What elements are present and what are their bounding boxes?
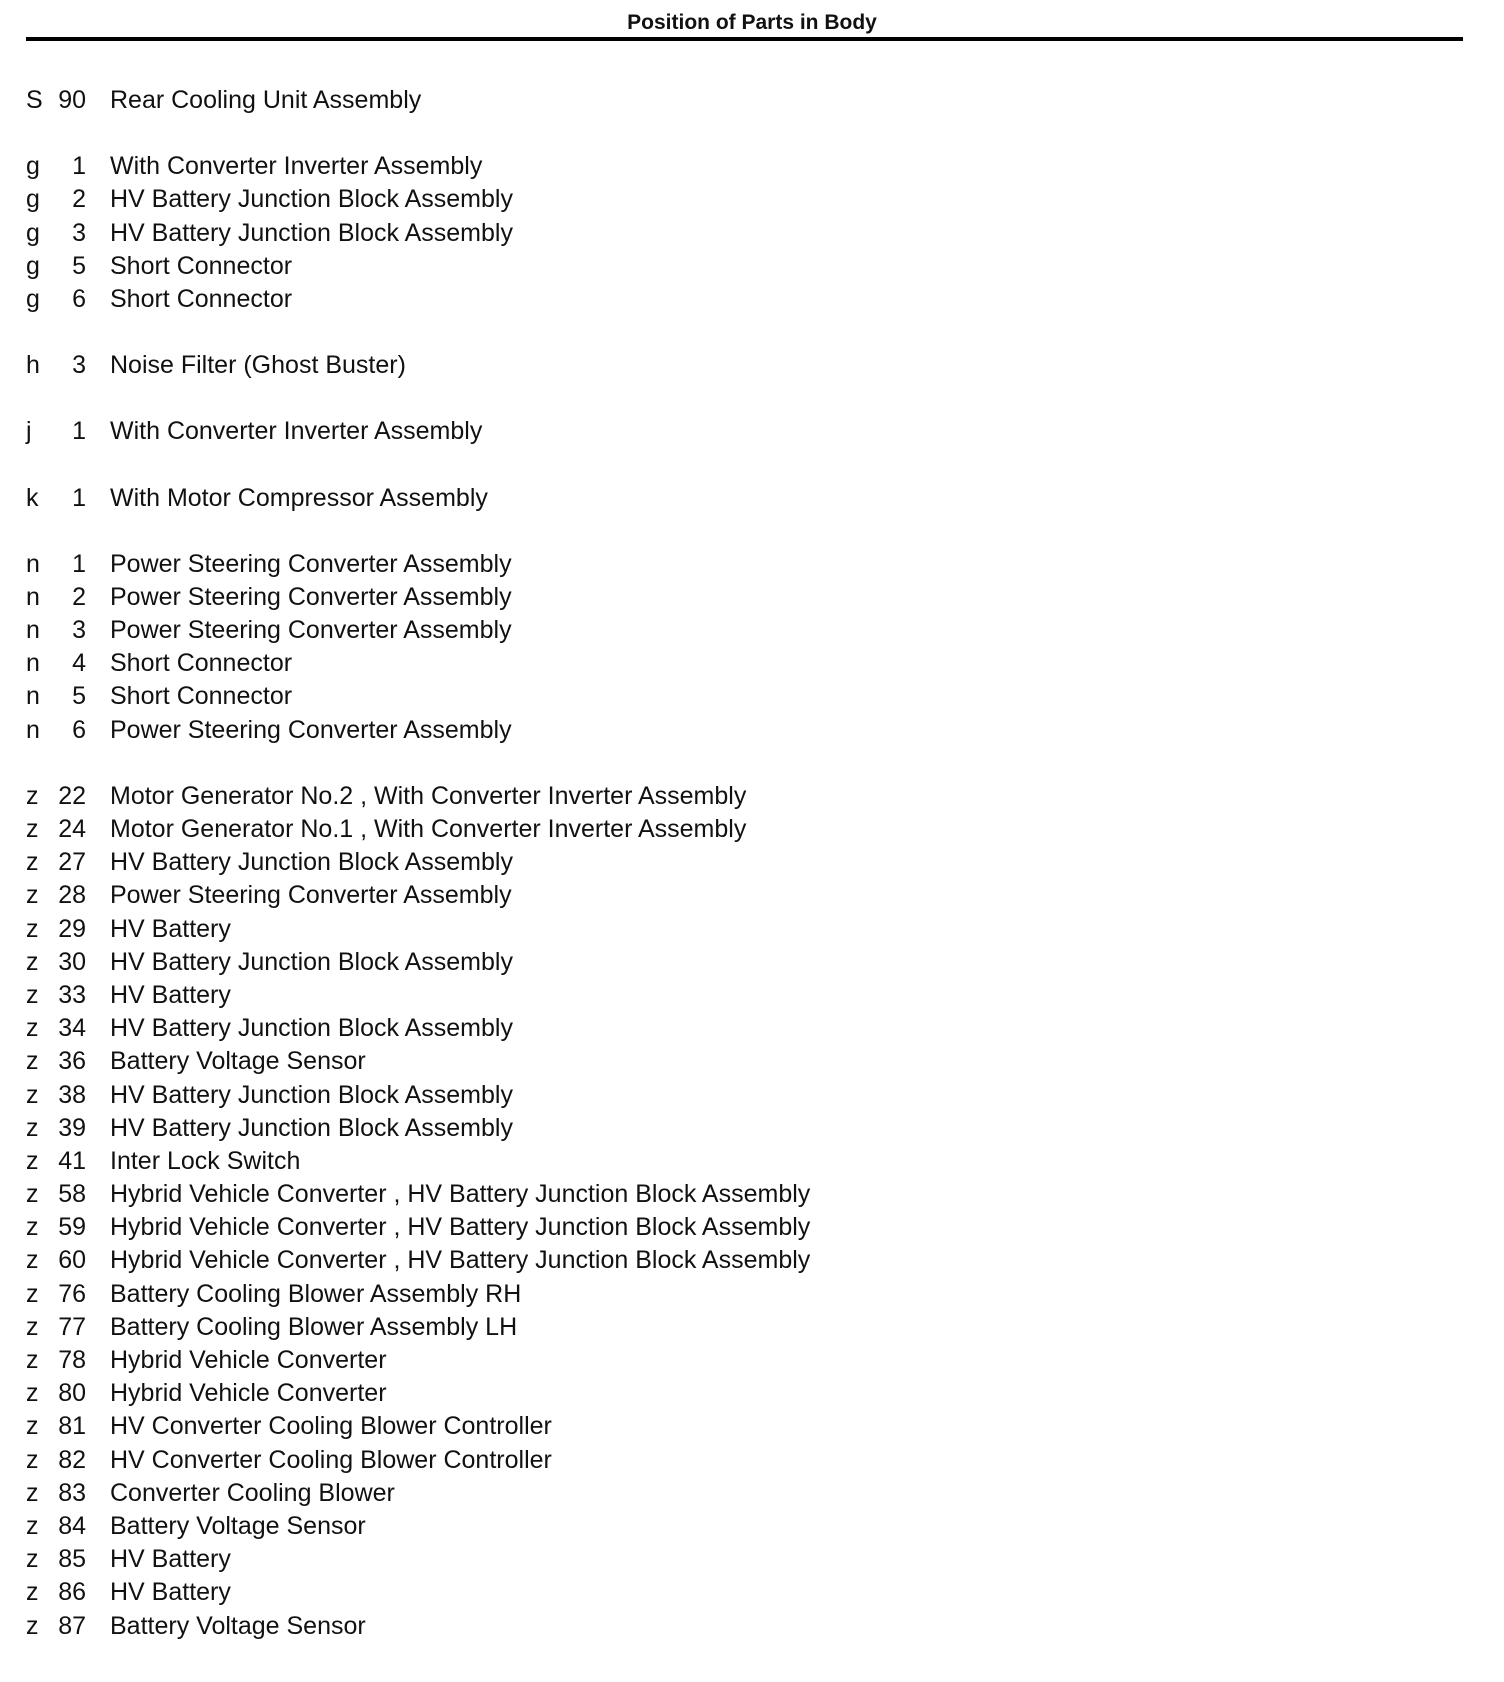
connector-number: 58: [58, 1180, 86, 1209]
part-name: Battery Cooling Blower Assembly LH: [110, 1312, 518, 1341]
part-row: [0, 1543, 1504, 1576]
part-name: HV Converter Cooling Blower Controller: [110, 1412, 552, 1441]
connector-letter: j: [26, 417, 32, 446]
connector-letter: g: [26, 218, 40, 247]
connector-number: 81: [58, 1412, 86, 1441]
connector-letter: n: [26, 616, 40, 645]
connector-number: 3: [72, 218, 86, 247]
part-name: With Converter Inverter Assembly: [110, 417, 483, 446]
part-name: Hybrid Vehicle Converter , HV Battery Junction Block Assembly: [110, 1180, 811, 1209]
connector-letter: z: [26, 1047, 39, 1076]
connector-letter: z: [26, 1014, 39, 1043]
part-name: Hybrid Vehicle Converter: [110, 1379, 387, 1408]
part-name: HV Battery Junction Block Assembly: [110, 1113, 513, 1142]
part-name: Battery Cooling Blower Assembly RH: [110, 1279, 522, 1308]
parts-group: [0, 349, 1504, 382]
connector-letter: z: [26, 947, 39, 976]
title-divider: [26, 37, 1463, 41]
part-name: Hybrid Vehicle Converter , HV Battery Junction Block Assembly: [110, 1213, 811, 1242]
connector-letter: z: [26, 1511, 39, 1540]
part-row: [0, 714, 1504, 747]
connector-letter: z: [26, 1180, 39, 1209]
part-row: [0, 415, 1504, 448]
connector-number: 30: [58, 947, 86, 976]
part-name: Power Steering Converter Assembly: [110, 582, 512, 611]
part-name: Short Connector: [110, 251, 293, 280]
connector-number: 34: [58, 1014, 86, 1043]
connector-letter: z: [26, 881, 39, 910]
part-row: [0, 183, 1504, 216]
part-row: [0, 548, 1504, 581]
connector-letter: h: [26, 351, 40, 380]
part-row: [0, 482, 1504, 515]
connector-number: 27: [58, 848, 86, 877]
connector-letter: z: [26, 1578, 39, 1607]
connector-letter: z: [26, 1279, 39, 1308]
connector-letter: z: [26, 1478, 39, 1507]
connector-number: 59: [58, 1213, 86, 1242]
part-row: [0, 217, 1504, 250]
part-row: [0, 813, 1504, 846]
part-row: [0, 946, 1504, 979]
connector-number: 36: [58, 1047, 86, 1076]
part-name: Hybrid Vehicle Converter: [110, 1346, 387, 1374]
connector-letter: g: [26, 284, 40, 313]
parts-list: [0, 84, 1504, 1676]
part-row: [0, 150, 1504, 183]
connector-number: 90: [58, 86, 86, 114]
part-row: [0, 1178, 1504, 1211]
part-name: Inter Lock Switch: [110, 1146, 301, 1175]
connector-letter: S: [26, 86, 43, 114]
connector-number: 28: [58, 881, 86, 910]
part-row: [0, 250, 1504, 283]
connector-number: 1: [72, 152, 86, 181]
connector-letter: z: [26, 1246, 39, 1275]
connector-number: 87: [58, 1611, 86, 1640]
part-name: Power Steering Converter Assembly: [110, 616, 512, 645]
part-name: Hybrid Vehicle Converter , HV Battery Junction Block Assembly: [110, 1246, 811, 1275]
part-name: HV Battery: [110, 980, 231, 1009]
connector-number: 78: [58, 1346, 86, 1374]
connector-letter: n: [26, 715, 40, 744]
part-row: [0, 581, 1504, 614]
connector-letter: z: [26, 1113, 39, 1142]
part-row: [0, 1576, 1504, 1609]
connector-number: 83: [58, 1478, 86, 1507]
connector-letter: z: [26, 781, 39, 810]
part-row: [0, 1311, 1504, 1344]
connector-number: 5: [72, 682, 86, 711]
connector-letter: n: [26, 649, 40, 678]
part-name: Motor Generator No.2 , With Converter Inverter Assembly: [110, 781, 747, 810]
connector-number: 60: [58, 1246, 86, 1275]
connector-number: 76: [58, 1279, 86, 1308]
connector-number: 33: [58, 980, 86, 1009]
part-name: HV Battery: [110, 1578, 231, 1607]
connector-number: 2: [72, 185, 86, 214]
parts-group: [0, 548, 1504, 747]
part-row: [0, 1012, 1504, 1045]
part-row: [0, 1079, 1504, 1112]
part-row: [0, 913, 1504, 946]
connector-letter: n: [26, 549, 40, 578]
connector-number: 38: [58, 1080, 86, 1109]
connector-number: 1: [72, 549, 86, 578]
connector-number: 22: [58, 781, 86, 810]
connector-number: 84: [58, 1511, 86, 1540]
connector-number: 6: [72, 284, 86, 313]
part-name: Power Steering Converter Assembly: [110, 715, 512, 744]
connector-number: 41: [58, 1146, 86, 1175]
part-row: [0, 1377, 1504, 1410]
part-name: Short Connector: [110, 682, 293, 711]
part-name: Battery Voltage Sensor: [110, 1511, 366, 1540]
part-row: [0, 1344, 1504, 1377]
part-name: HV Battery Junction Block Assembly: [110, 947, 513, 976]
part-name: HV Battery Junction Block Assembly: [110, 1080, 513, 1109]
connector-number: 29: [58, 914, 86, 943]
connector-letter: n: [26, 682, 40, 711]
part-name: HV Battery: [110, 1545, 231, 1574]
part-name: HV Battery Junction Block Assembly: [110, 848, 513, 877]
connector-letter: g: [26, 251, 40, 280]
connector-number: 85: [58, 1545, 86, 1574]
part-name: HV Battery Junction Block Assembly: [110, 1014, 513, 1043]
part-row: [0, 780, 1504, 813]
part-name: Short Connector: [110, 284, 293, 313]
parts-group: [0, 482, 1504, 515]
connector-letter: z: [26, 980, 39, 1009]
part-name: Rear Cooling Unit Assembly: [110, 86, 422, 114]
connector-number: 80: [58, 1379, 86, 1408]
parts-group: [0, 150, 1504, 316]
part-name: With Converter Inverter Assembly: [110, 152, 483, 181]
connector-number: 1: [72, 417, 86, 446]
part-name: HV Battery Junction Block Assembly: [110, 218, 513, 247]
connector-letter: z: [26, 815, 39, 843]
parts-group: [0, 415, 1504, 448]
part-row: [0, 1410, 1504, 1443]
part-name: Battery Voltage Sensor: [110, 1611, 366, 1640]
part-row: [0, 1112, 1504, 1145]
part-name: Power Steering Converter Assembly: [110, 881, 512, 910]
part-row: [0, 614, 1504, 647]
part-name: Power Steering Converter Assembly: [110, 549, 512, 578]
part-name: Motor Generator No.1 , With Converter Inverter Assembly: [110, 815, 747, 843]
part-row: [0, 647, 1504, 680]
part-row: [0, 680, 1504, 713]
part-row: [0, 979, 1504, 1012]
part-row: [0, 1510, 1504, 1543]
part-name: HV Battery Junction Block Assembly: [110, 185, 513, 214]
part-name: Converter Cooling Blower: [110, 1478, 395, 1507]
parts-group: [0, 84, 1504, 117]
connector-letter: z: [26, 1412, 39, 1441]
part-row: [0, 1610, 1504, 1643]
connector-letter: z: [26, 1611, 39, 1640]
part-row: [0, 1477, 1504, 1510]
part-row: [0, 1145, 1504, 1178]
connector-letter: z: [26, 1080, 39, 1109]
connector-number: 77: [58, 1312, 86, 1341]
part-name: With Motor Compressor Assembly: [110, 483, 488, 512]
connector-number: 3: [72, 616, 86, 645]
part-row: [0, 1244, 1504, 1277]
part-name: HV Battery: [110, 914, 231, 943]
part-name: Noise Filter (Ghost Buster): [110, 351, 406, 380]
connector-letter: z: [26, 1545, 39, 1574]
connector-number: 82: [58, 1445, 86, 1474]
connector-number: 39: [58, 1113, 86, 1142]
connector-letter: z: [26, 914, 39, 943]
part-name: HV Converter Cooling Blower Controller: [110, 1445, 552, 1474]
part-row: [0, 1278, 1504, 1311]
part-row: [0, 879, 1504, 912]
connector-letter: z: [26, 1346, 39, 1374]
page-title: Position of Parts in Body: [627, 11, 877, 34]
connector-number: 86: [58, 1578, 86, 1607]
part-row: [0, 1444, 1504, 1477]
parts-group: [0, 780, 1504, 1643]
connector-number: 4: [72, 649, 86, 678]
connector-letter: g: [26, 185, 40, 214]
connector-number: 5: [72, 251, 86, 280]
part-row: [0, 846, 1504, 879]
connector-number: 6: [72, 715, 86, 744]
connector-number: 2: [72, 582, 86, 611]
connector-number: 3: [72, 351, 86, 380]
connector-letter: z: [26, 1213, 39, 1242]
part-row: [0, 1211, 1504, 1244]
part-row: [0, 84, 1504, 117]
part-name: Short Connector: [110, 649, 293, 678]
connector-letter: n: [26, 582, 40, 611]
connector-letter: z: [26, 1445, 39, 1474]
connector-letter: z: [26, 1312, 39, 1341]
connector-number: 1: [72, 483, 86, 512]
part-row: [0, 349, 1504, 382]
connector-letter: g: [26, 152, 40, 181]
part-row: [0, 283, 1504, 316]
connector-number: 24: [58, 815, 86, 843]
connector-letter: z: [26, 848, 39, 877]
connector-letter: z: [26, 1379, 39, 1408]
connector-letter: k: [26, 483, 39, 512]
connector-letter: z: [26, 1146, 39, 1175]
part-row: [0, 1045, 1504, 1078]
part-name: Battery Voltage Sensor: [110, 1047, 366, 1076]
